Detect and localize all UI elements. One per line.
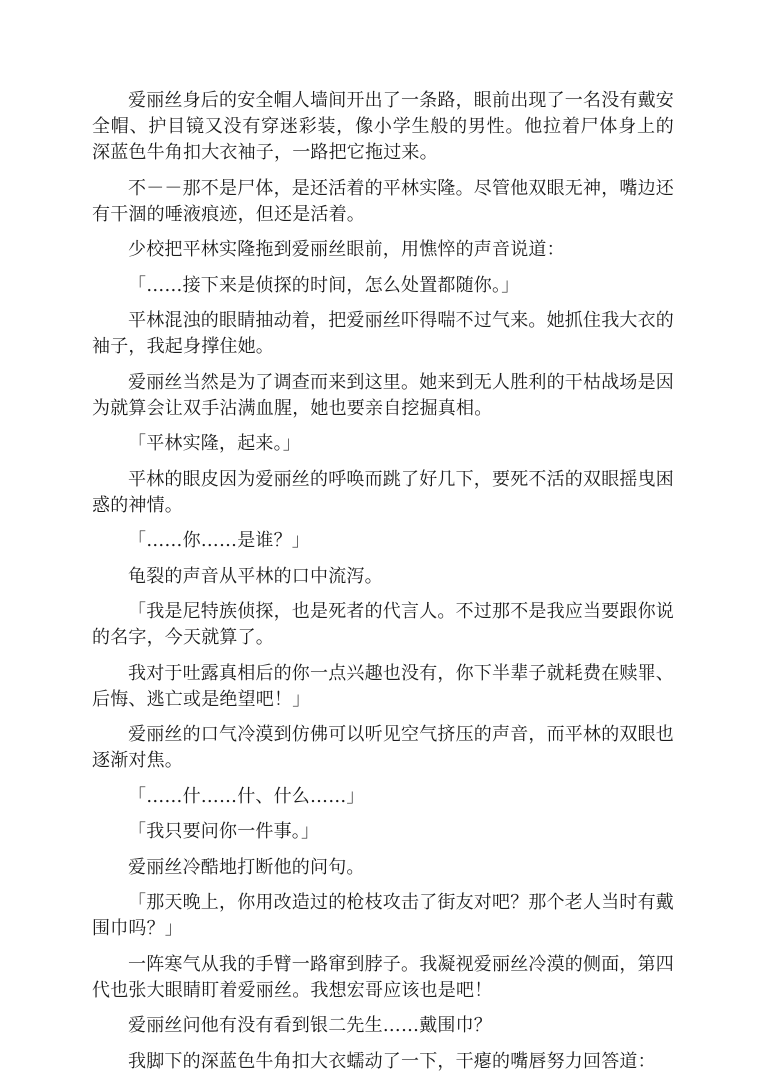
paragraph: 我对于吐露真相后的你一点兴趣也没有，你下半辈子就耗费在赎罪、后悔、逃亡或是绝望吧！」 [92,662,674,710]
paragraph: 不－－那不是尸体，是还活着的平林实隆。尽管他双眼无神，嘴边还有干涸的唾液痕迹，但还是活着。 [92,177,674,225]
paragraph: 平林混浊的眼睛抽动着，把爱丽丝吓得喘不过气来。她抓住我大衣的袖子，我起身撑住她。 [92,310,674,357]
paragraph: 「我只要问你一件事。」 [128,821,320,842]
paragraph: 平林的眼皮因为爱丽丝的呼唤而跳了好几下，要死不活的双眼摇曳困惑的神情。 [92,468,674,516]
paragraph: 「……你……是谁？」 [128,530,310,551]
paragraph: 「那天晚上，你用改造过的枪枝攻击了街友对吧？那个老人当时有戴围巾吗？」 [92,892,674,939]
paragraph: 爱丽丝冷酷地打断他的问句。 [128,856,365,878]
paragraph: 我脚下的深蓝色牛角扣大衣蠕动了一下，干瘪的嘴唇努力回答道： [128,1050,656,1072]
paragraph: 「……接下来是侦探的时间，怎么处置都随你。」 [128,274,520,296]
paragraph: 「我是尼特族侦探，也是死者的代言人。不过那不是我应当要跟你说的名字，今天就算了。 [92,601,674,648]
paragraph: 爱丽丝当然是为了调查而来到这里。她来到无人胜利的干枯战场是因为就算会让双手沾满血腥，她也要亲自挖掘真相。 [92,371,674,419]
paragraph: 爱丽丝的口气冷漠到仿佛可以听见空气挤压的声音，而平林的双眼也逐渐对焦。 [92,724,674,771]
paragraph: 龟裂的声音从平林的口中流泻。 [128,565,383,587]
document-body [92,88,674,1084]
paragraph: 爱丽丝问他有没有看到银二先生……戴围巾？ [128,1015,492,1036]
paragraph: 「平林实隆，起来。」 [128,433,301,454]
paragraph: 一阵寒气从我的手臂一路窜到脖子。我凝视爱丽丝冷漠的侧面，第四代也张大眼睛盯着爱丽丝。我想宏哥应该也是吧！ [92,953,674,1001]
paragraph: 「……什……什、什么……」 [128,785,365,807]
paragraph: 爱丽丝身后的安全帽人墙间开出了一条路，眼前出现了一名没有戴安全帽、护目镜又没有穿迷彩装，像小学生般的男性。他拉着尸体身上的深蓝色牛角扣大衣袖子，一路把它拖过来。 [92,90,674,163]
paragraph: 少校把平林实隆拖到爱丽丝眼前，用憔悴的声音说道： [128,239,565,260]
